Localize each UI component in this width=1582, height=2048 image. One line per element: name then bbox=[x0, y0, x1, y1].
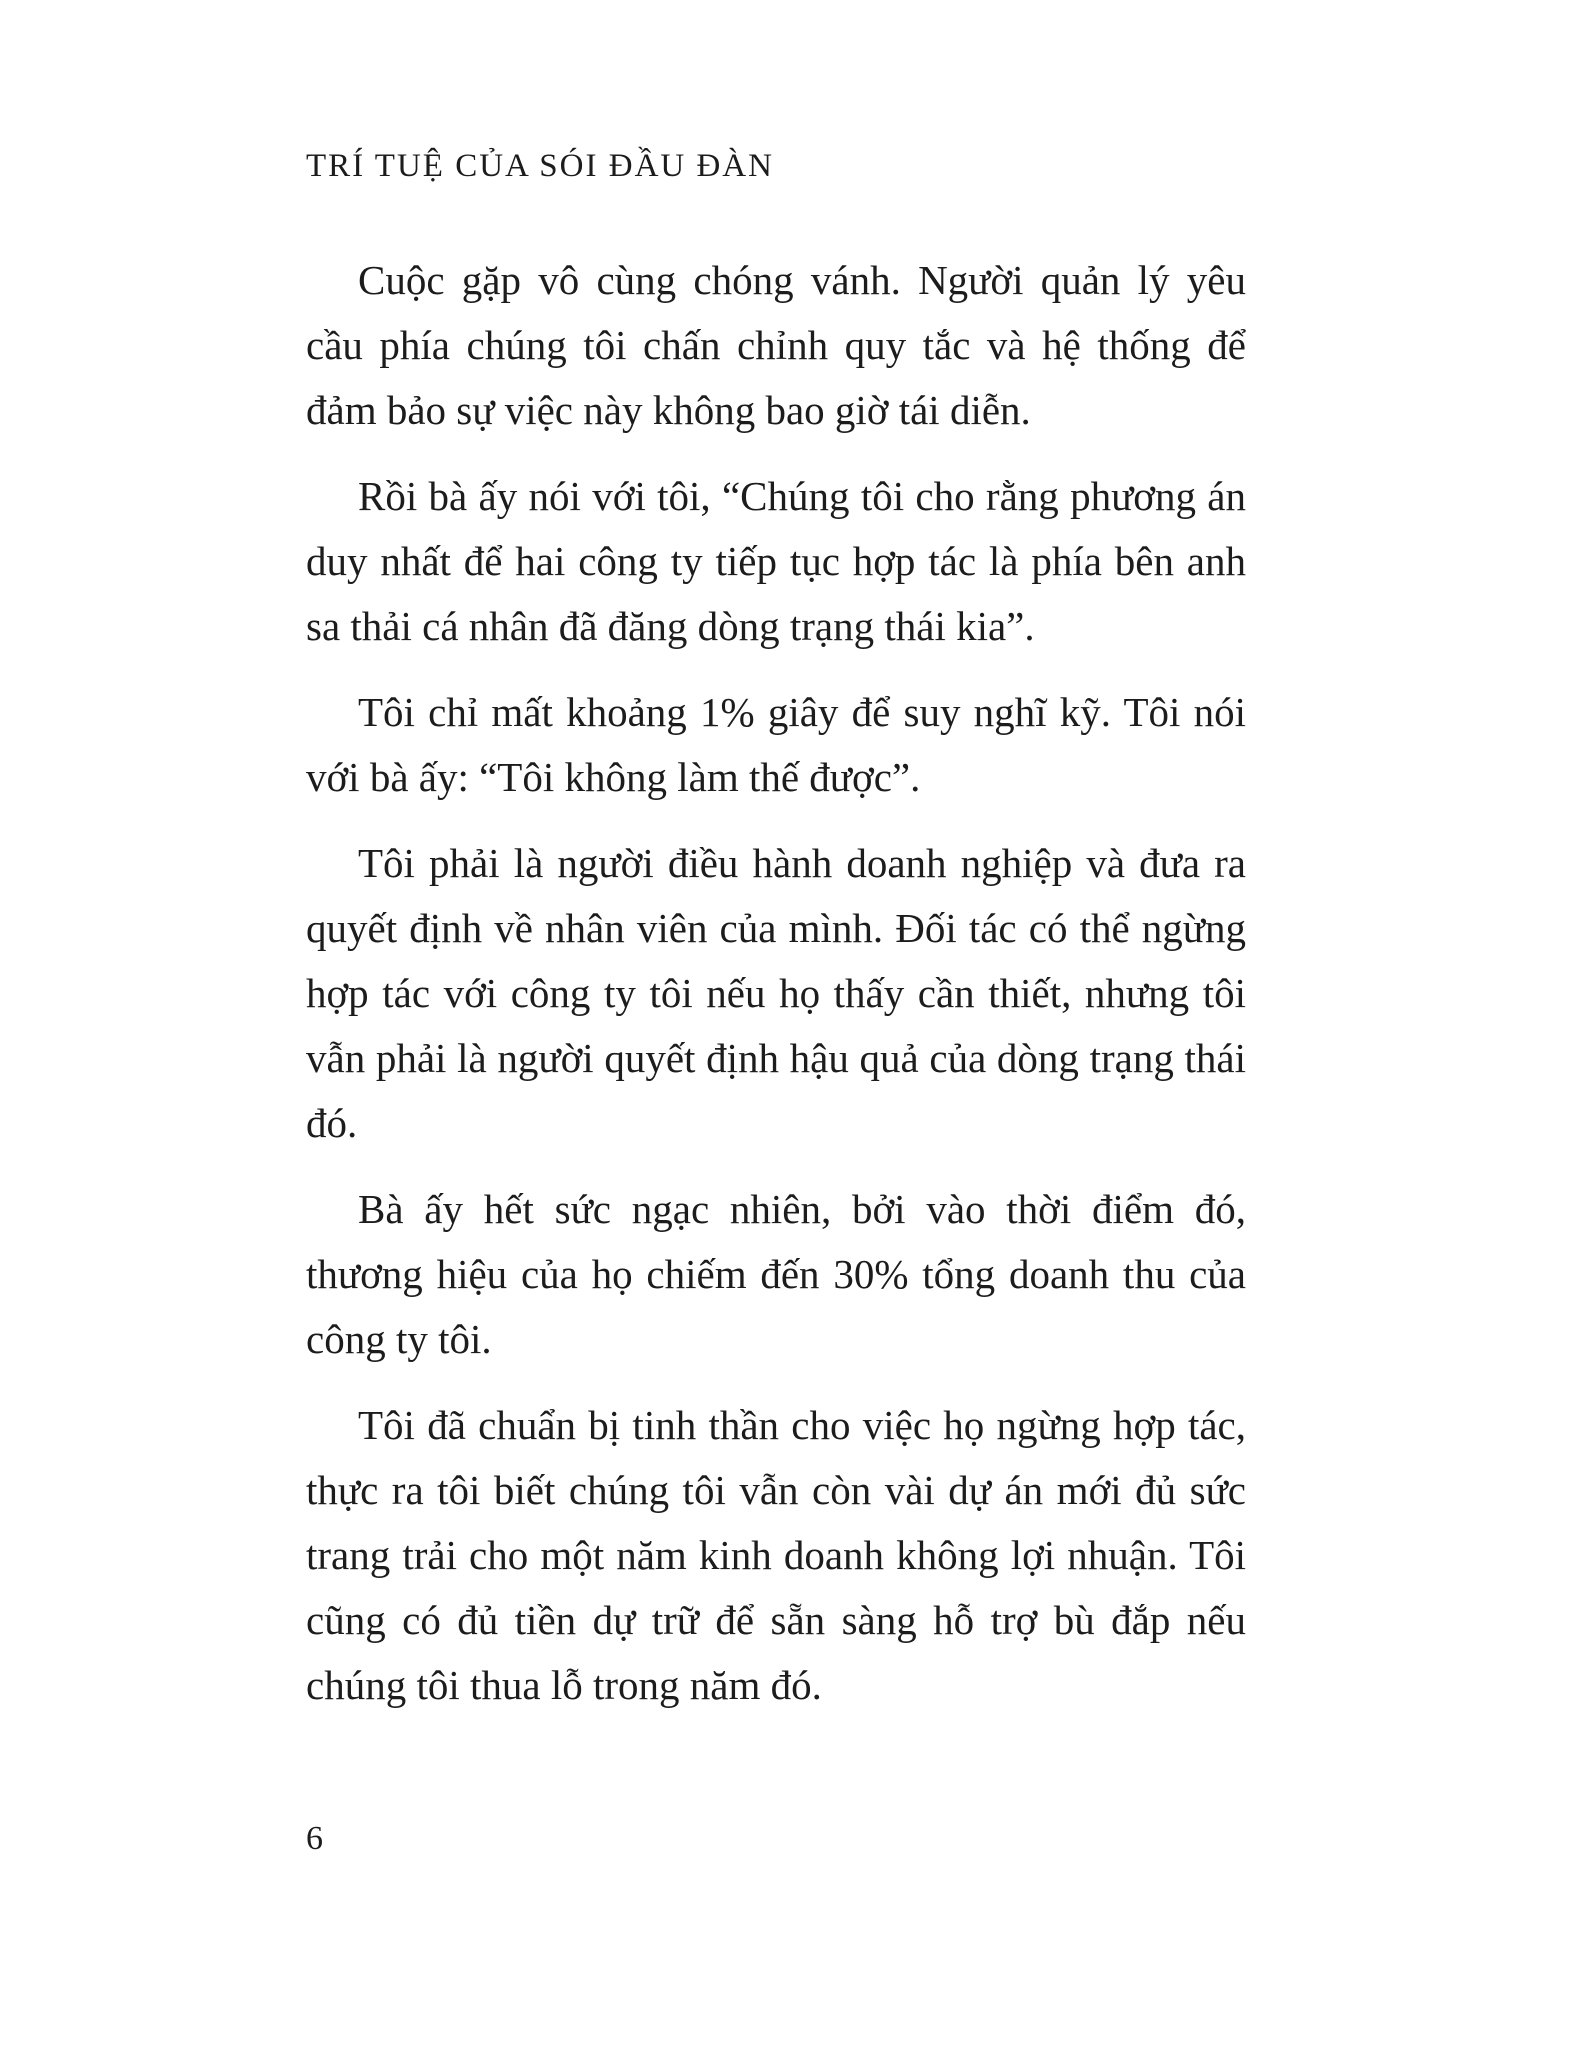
running-header: TRÍ TUỆ CỦA SÓI ĐẦU ĐÀN bbox=[306, 148, 774, 184]
paragraph-1: Cuộc gặp vô cùng chóng vánh. Người quản lý yêu cầu phía chúng tôi chấn chỉnh quy tắc và hệ thống để đảm bảo sự việc này không bao giờ tái diễn. bbox=[306, 257, 1246, 433]
paragraph-4: Tôi phải là người điều hành doanh nghiệp và đưa ra quyết định về nhân viên của mình. Đối tác có thể ngừng hợp tác với công ty tôi nếu họ thấy cần thiết, nhưng tôi vẫn phải là người quyết định hậu quả của dòng trạng thái đó. bbox=[306, 840, 1246, 1146]
paragraph-6: Tôi đã chuẩn bị tinh thần cho việc họ ngừng hợp tác, thực ra tôi biết chúng tôi vẫn còn vài dự án mới đủ sức trang trải cho một năm kinh doanh không lợi nhuận. Tôi cũng có đủ tiền dự trữ để sẵn sàng hỗ trợ bù đắp nếu chúng tôi thua lỗ trong năm đó. bbox=[306, 1402, 1246, 1708]
page-number: 6 bbox=[306, 1820, 323, 1857]
paragraph-3: Tôi chỉ mất khoảng 1% giây để suy nghĩ kỹ. Tôi nói với bà ấy: “Tôi không làm thế được”. bbox=[306, 689, 1246, 800]
paragraph-5: Bà ấy hết sức ngạc nhiên, bởi vào thời điểm đó, thương hiệu của họ chiếm đến 30% tổng doanh thu của công ty tôi. bbox=[306, 1186, 1246, 1362]
paragraph-2: Rồi bà ấy nói với tôi, “Chúng tôi cho rằng phương án duy nhất để hai công ty tiếp tục hợp tác là phía bên anh sa thải cá nhân đã đăng dòng trạng thái kia”. bbox=[306, 473, 1246, 649]
body-text bbox=[306, 248, 1246, 1718]
